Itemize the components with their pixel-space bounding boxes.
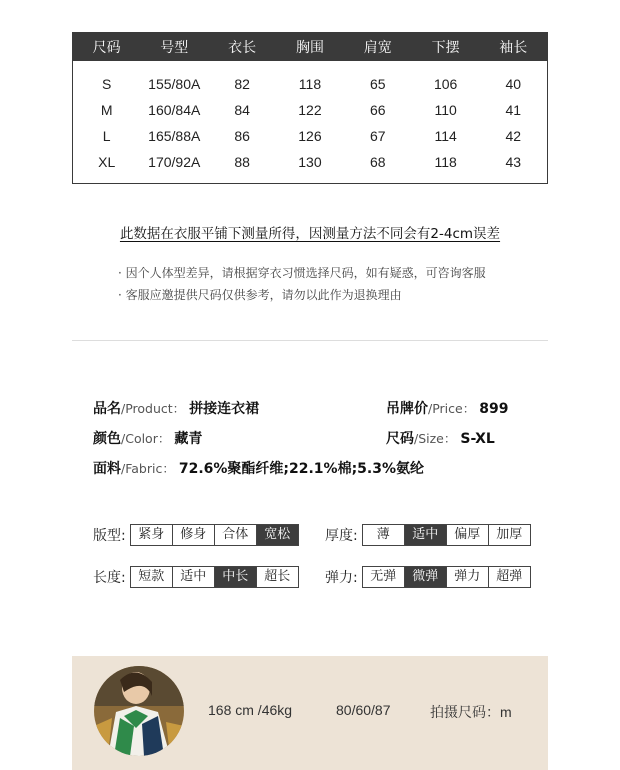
table-cell: S [102, 76, 112, 92]
table-cell: 110 [434, 102, 457, 118]
table-cell: 66 [370, 102, 386, 118]
header-bust: 胸围 [276, 33, 344, 62]
table-cell: 160/84A [148, 102, 201, 118]
elasticity-option: 超弹 [496, 569, 523, 584]
thickness-label: 厚度: [325, 528, 358, 544]
model-measurements: 80/60/87 [336, 702, 391, 718]
model-height-weight: 168 cm /46kg [208, 702, 293, 718]
fit-row [93, 524, 299, 546]
header-sleeve: 袖长 [480, 33, 548, 62]
table-cell: 82 [234, 76, 250, 92]
size-value: S-XL [460, 431, 495, 447]
model-avatar [94, 666, 184, 756]
fabric-label-en: /Fabric： [121, 461, 175, 476]
table-row [73, 149, 548, 184]
header-shoulder: 肩宽 [344, 33, 412, 62]
table-cell: 42 [505, 128, 522, 144]
size-label: 尺码 [386, 431, 414, 447]
tips-list [118, 262, 486, 306]
section-divider [72, 340, 548, 341]
table-cell: 106 [433, 76, 458, 92]
table-cell: 43 [505, 154, 522, 170]
table-cell: XL [98, 154, 116, 170]
fit-option: 宽松 [257, 525, 298, 545]
table-row [73, 123, 548, 149]
fabric-label: 面料 [93, 461, 121, 477]
length-row [93, 566, 299, 588]
color-label: 颜色 [93, 431, 121, 447]
size-table [72, 32, 548, 184]
product-name-value: 拼接连衣裙 [189, 401, 260, 417]
color-label-en: /Color： [121, 431, 171, 446]
header-hem: 下摆 [412, 33, 480, 62]
measurement-note-text: 此数据在衣服平铺下测量所得，因测量方法不同会有2-4cm误差 [119, 226, 501, 242]
elasticity-options [362, 566, 531, 588]
price-label: 吊牌价 [386, 401, 428, 417]
thickness-row [325, 524, 531, 546]
table-cell: 84 [234, 102, 250, 118]
length-label: 长度: [93, 570, 126, 586]
table-cell: 118 [298, 76, 322, 92]
table-cell: 41 [505, 102, 522, 118]
length-option: 超长 [264, 569, 291, 584]
table-cell: 122 [298, 102, 322, 118]
table-cell: 130 [298, 154, 322, 170]
thickness-option: 偏厚 [447, 525, 489, 545]
tip-item: · 客服应邀提供尺码仅供参考，请勿以此作为退换理由 [118, 288, 402, 302]
fit-label: 版型: [93, 528, 126, 544]
table-cell: 114 [434, 128, 457, 144]
table-cell: 68 [370, 154, 386, 170]
table-row [73, 97, 548, 123]
table-cell: 170/92A [148, 154, 201, 170]
header-size: 尺码 [73, 33, 141, 62]
size-range-row [386, 428, 495, 448]
product-name-label: 品名 [93, 401, 121, 417]
measurement-note [0, 222, 620, 242]
length-options [130, 566, 299, 588]
length-option: 中长 [215, 567, 257, 587]
product-name-row [93, 398, 259, 418]
model-photo-icon [94, 666, 184, 756]
price-value: 899 [479, 401, 509, 417]
tip-item: · 因个人体型差异，请根据穿衣习惯选择尺码，如有疑惑，可咨询客服 [118, 266, 486, 280]
thickness-options [362, 524, 531, 546]
elasticity-option: 无弹 [363, 567, 405, 587]
fit-options [130, 524, 299, 546]
table-cell: 86 [234, 128, 250, 144]
fabric-row [93, 458, 424, 478]
price-label-en: /Price： [428, 401, 476, 416]
model-shot-size: 拍摄尺码：m [430, 704, 512, 720]
color-row [93, 428, 202, 448]
fit-option: 修身 [173, 525, 215, 545]
thickness-option: 加厚 [496, 527, 523, 542]
header-model-number: 号型 [140, 33, 208, 62]
elasticity-option: 弹力 [447, 567, 489, 587]
table-cell: 67 [370, 128, 386, 144]
table-cell: 126 [298, 128, 322, 144]
header-length: 衣长 [208, 33, 276, 62]
length-option: 短款 [131, 567, 173, 587]
price-row [386, 398, 508, 418]
fit-option: 合体 [215, 525, 257, 545]
thickness-option: 薄 [363, 525, 405, 545]
table-cell: 165/88A [148, 128, 201, 144]
fabric-value: 72.6%聚酯纤维;22.1%棉;5.3%氨纶 [178, 461, 425, 477]
elasticity-option: 微弹 [405, 567, 447, 587]
elasticity-row [325, 566, 531, 588]
model-info-band [72, 656, 548, 770]
size-label-en: /Size： [414, 431, 457, 446]
product-name-label-en: /Product： [121, 401, 186, 416]
table-cell: L [102, 128, 111, 144]
thickness-option: 适中 [405, 525, 447, 545]
elasticity-label: 弹力: [325, 570, 358, 586]
table-row [73, 61, 548, 97]
color-value: 藏青 [174, 431, 203, 447]
table-cell: 88 [234, 154, 250, 170]
table-cell: 40 [505, 76, 522, 92]
size-table-header [73, 33, 548, 62]
table-cell: 155/80A [148, 76, 201, 92]
length-option: 适中 [173, 567, 215, 587]
table-cell: M [100, 102, 113, 118]
table-cell: 118 [434, 154, 457, 170]
table-cell: 65 [370, 76, 386, 92]
fit-option: 紧身 [131, 525, 173, 545]
